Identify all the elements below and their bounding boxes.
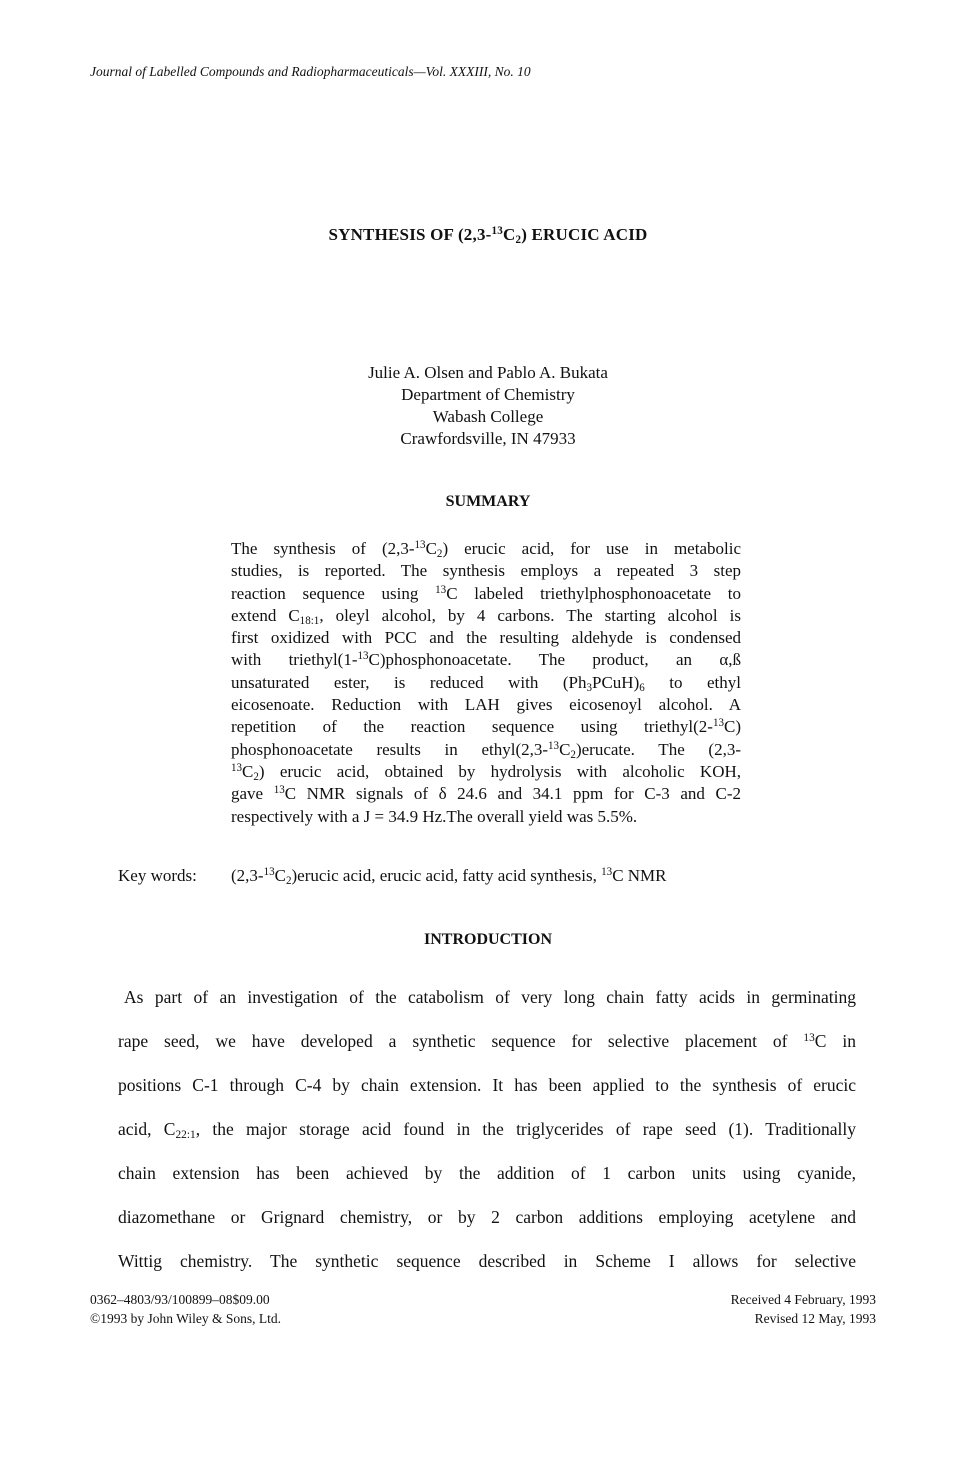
footer-revised: Revised 12 May, 1993 xyxy=(754,1311,876,1326)
paper-title: SYNTHESIS OF $(2,3-^{13}C_2)$ ERUCIC ACID xyxy=(328,224,648,246)
summary-line: respectively with a J = 34.9 Hz.The overall yield was 5.5%. xyxy=(231,806,638,826)
keywords-list: $(2,3-^{13}C_2)erucic$ acid, erucic acid, fatty acid synthesis, $^{13}$C NMR xyxy=(231,865,667,887)
summary-line: gave $^{13}$C NMR signals of δ 24.6 and 34.1 ppm for C-3 and C-2 xyxy=(231,784,741,804)
summary-line: repetition of the reaction sequence using triethyl(2-$^{13}$C) xyxy=(231,717,741,737)
intro-line: chain extension has been achieved by the addition of 1 carbon units using cyanide, xyxy=(118,1163,856,1183)
intro-line: diazomethane or Grignard chemistry, or by 2 carbon additions employing acetylene and xyxy=(118,1207,856,1227)
summary-line: eicosenoate. Reduction with LAH gives eicosenoyl alcohol. A xyxy=(231,695,741,715)
summary-line: The synthesis of $(2,3-^{13}C_2)$ erucic acid, for use in metabolic xyxy=(231,538,741,560)
intro-line: positions C-1 through C-4 by chain extension. It has been applied to the synthesis of erucic xyxy=(118,1075,856,1095)
summary-line: first oxidized with PCC and the resulting aldehyde is condensed xyxy=(231,628,741,648)
author-city: Crawfordsville, IN 47933 xyxy=(400,429,576,448)
intro-line: Wittig chemistry. The synthetic sequence described in Scheme I allows for selective xyxy=(118,1251,856,1271)
intro-line: acid, $C_{22:1}$, the major storage acid found in the triglycerides of rape seed (1). Traditionally xyxy=(118,1119,856,1141)
footer-copyright: ©1993 by John Wiley & Sons, Ltd. xyxy=(90,1311,281,1326)
introduction-body xyxy=(118,975,856,1283)
keywords-label: Key words: xyxy=(118,866,197,885)
author-block xyxy=(0,362,976,450)
journal-header: Journal of Labelled Compounds and Radiopharmaceuticals—Vol. XXXIII, No. 10 xyxy=(90,64,531,79)
introduction-heading: INTRODUCTION xyxy=(423,931,552,948)
summary-line: unsaturated ester, is reduced with $(Ph_3PCuH)_6$ to ethyl xyxy=(231,672,741,694)
summary-line: extend $C_{18:1}$, oleyl alcohol, by 4 carbons. The starting alcohol is xyxy=(231,605,742,627)
author-college: Wabash College xyxy=(432,407,544,426)
intro-line: rape seed, we have developed a synthetic sequence for selective placement of $^{13}$C in xyxy=(118,1031,856,1051)
author-department: Department of Chemistry xyxy=(401,385,575,404)
footer-right xyxy=(731,1290,876,1328)
summary-line: reaction sequence using $^{13}$C labeled triethylphosphonoacetate to xyxy=(231,583,741,603)
summary-line: studies, is reported. The synthesis employs a repeated 3 step xyxy=(231,561,741,581)
footer-code: 0362–4803/93/100899–08$09.00 xyxy=(90,1292,270,1307)
summary-body xyxy=(231,538,741,828)
summary-line: $^{13}C_2$) erucic acid, obtained by hydrolysis with alcoholic KOH, xyxy=(231,761,741,783)
summary-line: phosphonoacetate results in $ethyl(2,3-^{13}C_2)erucate$. The (2,3- xyxy=(231,739,741,761)
summary-heading: SUMMARY xyxy=(445,493,531,510)
summary-line: with triethyl(1-$^{13}$C)phosphonoacetate. The product, an α,ß xyxy=(231,650,741,670)
intro-line: As part of an investigation of the catabolism of very long chain fatty acids in germinating xyxy=(124,987,856,1007)
footer-left xyxy=(90,1290,281,1328)
author-names: Julie A. Olsen and Pablo A. Bukata xyxy=(368,363,608,382)
footer-received: Received 4 February, 1993 xyxy=(730,1292,876,1307)
